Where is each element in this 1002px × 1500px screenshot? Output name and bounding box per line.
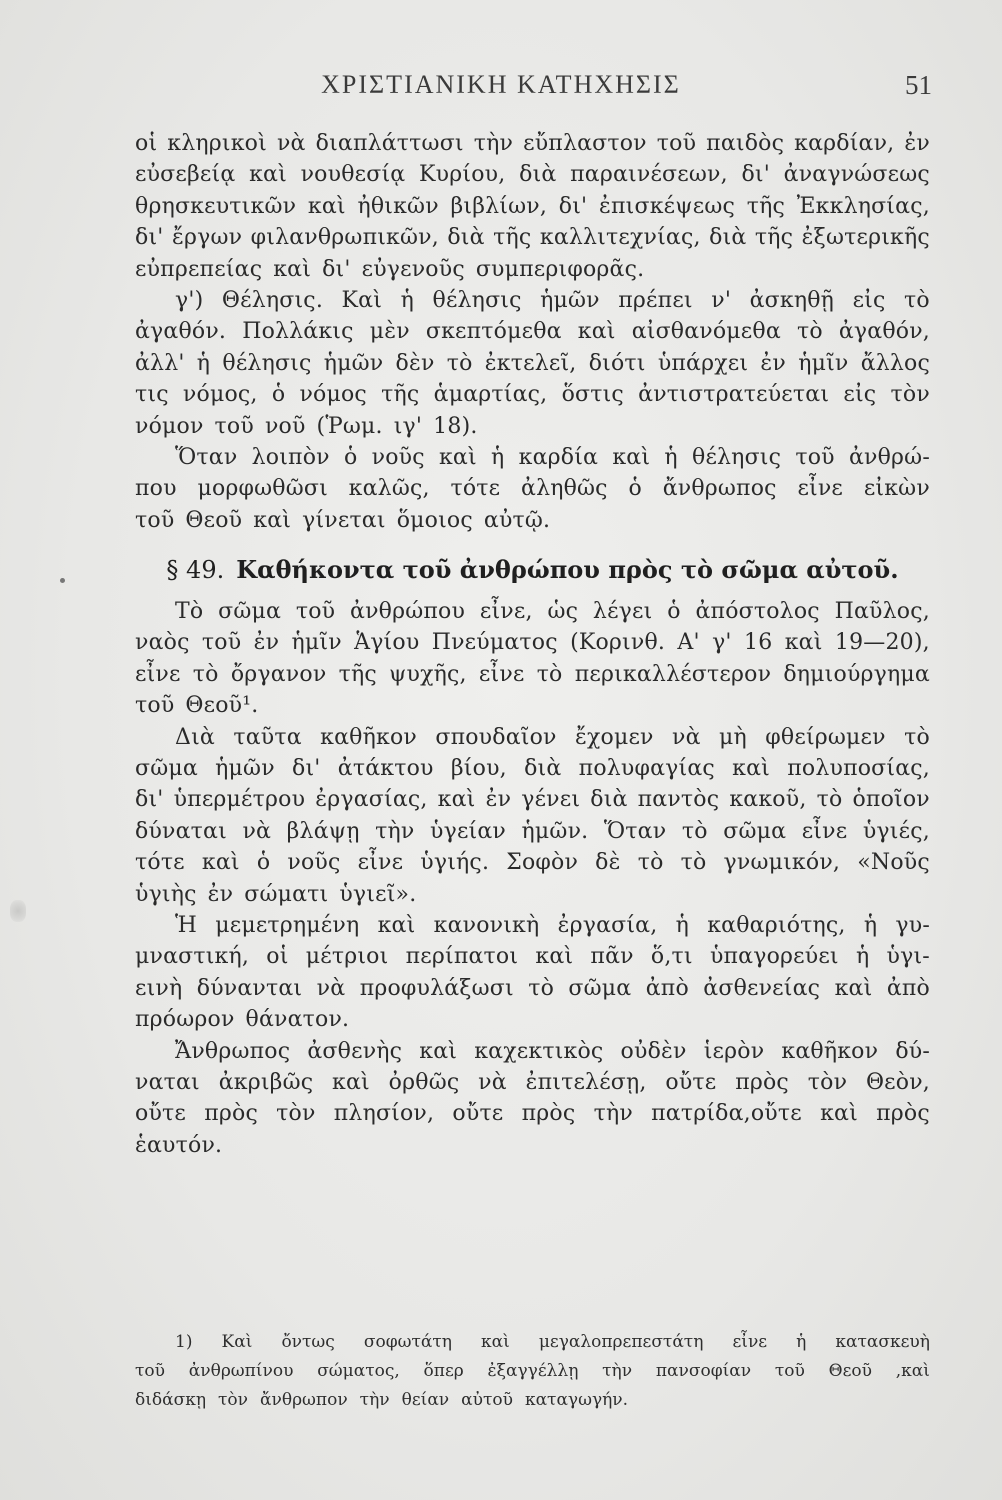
text-line: μναστική, οἱ μέτριοι περίπατοι καὶ πᾶν ὅ,τι ὑπαγορεύει ἡ ὑγι- — [135, 944, 930, 970]
text-line: τοῦ Θεοῦ¹. — [135, 693, 259, 719]
paragraphs-before-section — [135, 128, 930, 536]
paragraph — [135, 285, 930, 442]
running-header-title: ΧΡΙΣΤΙΑΝΙΚΗ ΚΑΤΗΧΗΣΙΣ — [321, 70, 681, 99]
text-line: ἑαυτόν. — [135, 1132, 223, 1158]
ink-speck — [60, 578, 65, 583]
text-line: θρησκευτικῶν καὶ ἠθικῶν βιβλίων, δι' ἐπισκέψεως τῆς Ἐκκλησίας, — [135, 193, 930, 219]
text-line: τις νόμος, ὁ νόμος τῆς ἁμαρτίας, ὅστις ἀντιστρατεύεται εἰς τὸν — [135, 382, 930, 408]
text-line: γ') Θέλησις. Καὶ ἡ θέλησις ἡμῶν πρέπει ν' ἀσκηθῇ εἰς τὸ — [175, 287, 930, 313]
text-line: δύναται νὰ βλάψῃ τὴν ὑγείαν ἡμῶν. Ὅταν τὸ σῶμα εἶνε ὑγιές, — [135, 818, 930, 844]
paragraph — [135, 128, 930, 285]
text-line: Ἄνθρωπος ἀσθενὴς καὶ καχεκτικὸς οὐδὲν ἱερὸν καθῆκον δύ- — [175, 1038, 930, 1064]
text-line: νόμον τοῦ νοῦ (Ῥωμ. ιγ' 18). — [135, 413, 478, 439]
text-line: ἀλλ' ἡ θέλησις ἡμῶν δὲν τὸ ἐκτελεῖ, διότι ὑπάρχει ἐν ἡμῖν ἄλλος — [135, 350, 930, 376]
text-line: Διὰ ταῦτα καθῆκον σπουδαῖον ἔχομεν νὰ μὴ φθείρωμεν τὸ — [175, 724, 930, 750]
page-number: 51 — [905, 70, 932, 100]
text-line: ὑγιὴς ἐν σώματι ὑγιεῖ». — [135, 881, 417, 907]
text-line: τοῦ Θεοῦ καὶ γίνεται ὅμοιος αὐτῷ. — [135, 507, 551, 533]
text-line: εἶνε τὸ ὄργανον τῆς ψυχῆς, εἶνε τὸ περικαλλέστερον δημιούργημα — [135, 661, 930, 687]
footnote-line: διδάσκῃ τὸν ἄνθρωπον τὴν θείαν αὐτοῦ καταγωγήν. — [135, 1390, 629, 1410]
footnote-line: τοῦ ἀνθρωπίνου σώματος, ὅπερ ἐξαγγέλλῃ τὴν πανσοφίαν τοῦ Θεοῦ ,καὶ — [135, 1361, 930, 1381]
text-line: σῶμα ἡμῶν δι' ἀτάκτου βίου, διὰ πολυφαγίας καὶ πολυποσίας, — [135, 756, 930, 782]
paragraphs-after-section — [135, 596, 930, 1161]
footnote-line: 1) Καὶ ὄντως σοφωτάτη καὶ μεγαλοπρεπεστάτη εἶνε ἡ κατασκευὴ — [175, 1332, 930, 1352]
paragraph — [135, 1036, 930, 1162]
section-heading — [135, 550, 930, 590]
text-line: εινὴ δύνανται νὰ προφυλάξωσι τὸ σῶμα ἀπὸ ἀσθενείας καὶ ἀπὸ — [135, 975, 930, 1001]
text-line: εὐπρεπείας καὶ δι' εὐγενοῦς συμπεριφορᾶς. — [135, 256, 645, 282]
text-line: πρόωρον θάνατον. — [135, 1007, 350, 1033]
text-line: Ἡ μεμετρημένη καὶ κανονικὴ ἐργασία, ἡ καθαριότης, ἡ γυ- — [175, 912, 930, 938]
paragraph — [135, 910, 930, 1036]
paper-stain — [10, 900, 26, 922]
text-line: Ὅταν λοιπὸν ὁ νοῦς καὶ ἡ καρδία καὶ ἡ θέλησις τοῦ ἀνθρώ- — [175, 444, 930, 470]
text-line: οὔτε πρὸς τὸν πλησίον, οὔτε πρὸς τὴν πατρίδα,οὔτε καὶ πρὸς — [135, 1101, 930, 1127]
text-line: ἀγαθόν. Πολλάκις μὲν σκεπτόμεθα καὶ αἰσθανόμεθα τὸ ἀγαθόν, — [135, 319, 930, 345]
text-line: που μορφωθῶσι καλῶς, τότε ἀληθῶς ὁ ἄνθρωπος εἶνε εἰκὼν — [135, 476, 930, 502]
text-line: δι' ἔργων φιλανθρωπικῶν, διὰ τῆς καλλιτεχνίας, διὰ τῆς ἐξωτερικῆς — [135, 225, 930, 251]
paragraph — [135, 596, 930, 722]
paragraph — [135, 722, 930, 910]
footnote — [135, 1328, 930, 1415]
text-line: τότε καὶ ὁ νοῦς εἶνε ὑγιής. Σοφὸν δὲ τὸ τὸ γνωμικόν, «Νοῦς — [135, 850, 930, 876]
text-line: εὐσεβείᾳ καὶ νουθεσίᾳ Κυρίου, διὰ παραινέσεων, δι' ἀναγνώσεως — [135, 162, 930, 188]
body-text — [135, 128, 930, 1161]
text-line: ναὸς τοῦ ἐν ἡμῖν Ἁγίου Πνεύματος (Κορινθ. Α' γ' 16 καὶ 19—20), — [135, 630, 930, 656]
text-line: Τὸ σῶμα τοῦ ἀνθρώπου εἶνε, ὡς λέγει ὁ ἀπόστολος Παῦλος, — [175, 599, 930, 625]
text-line: οἱ κληρικοὶ νὰ διαπλάττωσι τὴν εὔπλαστον τοῦ παιδὸς καρδίαν, ἐν — [135, 131, 930, 156]
section-sign: § 49. — [166, 556, 225, 585]
paragraph — [135, 442, 930, 536]
section-title: Καθήκοντα τοῦ ἀνθρώπου πρὸς τὸ σῶμα αὐτοῦ. — [236, 555, 899, 585]
text-line: ναται ἀκριβῶς καὶ ὀρθῶς νὰ ἐπιτελέσῃ, οὔτε πρὸς τὸν Θεὸν, — [135, 1069, 930, 1095]
text-line: δι' ὑπερμέτρου ἐργασίας, καὶ ἐν γένει διὰ παντὸς κακοῦ, τὸ ὁποῖον — [135, 787, 930, 813]
